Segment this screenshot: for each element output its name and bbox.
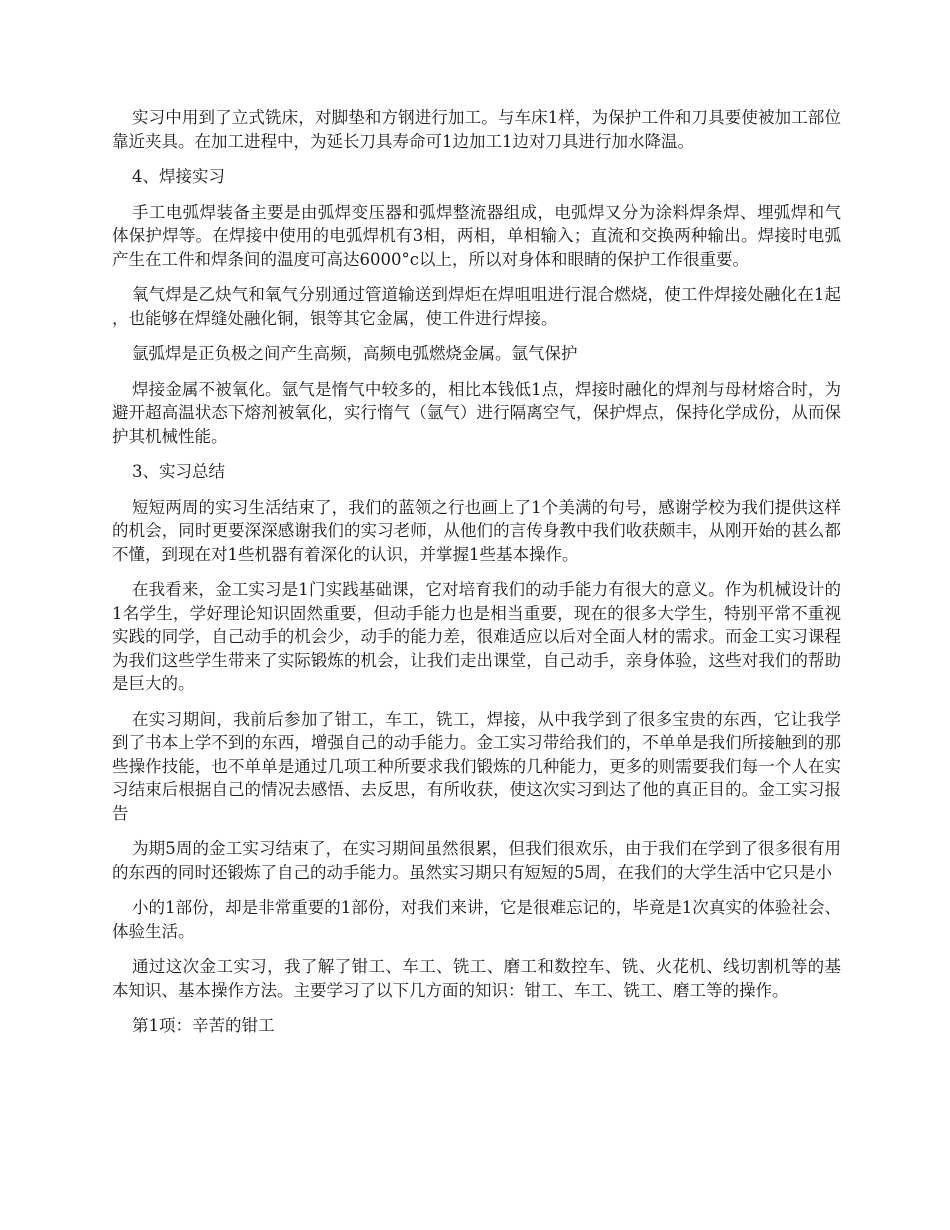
paragraph-small-part: 小的1部份，却是非常重要的1部份，对我们来讲，它是很难忘记的，毕竟是1次真实的体验社会、体验生活。 [112,898,841,941]
paragraph-summary-experience: 在实习期间，我前后参加了钳工，车工，铣工，焊接，从中我学到了很多宝贵的东西，它让我学到了书本上学不到的东西，增强自己的动手能力。金工实习带给我们的，不单单是我们所接触到的那些操作技能，也不单单是通过几项工种所要求我们锻炼的几种能力，更多的则需要我们每一个人在实习结束后根据自己的情况去感悟、去反思，有所收获，使这次实习到达了他的真正目的。金工实习报告 [112,709,841,823]
paragraph-oxy-welding: 氧气焊是乙炔气和氧气分别通过管道输送到焊炬在焊咀咀进行混合燃烧，使工件焊接处融化在1起，也能够在焊缝处融化铜，银等其它金属，使工件进行焊接。 [112,285,841,328]
paragraph-argon-protection: 焊接金属不被氧化。氩气是惰气中较多的，相比本钱低1点，焊接时融化的焊剂与母材熔合时，为避开超高温状态下熔剂被氧化，实行惰气（氩气）进行隔离空气，保护焊点，保持化学成份，从而保护其机械性能。 [112,379,841,446]
paragraph-arc-welding: 手工电弧焊装备主要是由弧焊变压器和弧焊整流器组成，电弧焊又分为涂料焊条焊、埋弧焊和气体保护焊等。在焊接中使用的电弧焊机有3相，两相，单相输入；直流和交换两种输出。焊接时电弧产生在工件和焊条间的温度可高达6000°c以上，所以对身体和眼睛的保护工作很重要。 [112,202,841,269]
paragraph-knowledge: 通过这次金工实习，我了解了钳工、车工、铣工、磨工和数控车、铣、火花机、线切割机等的基本知识、基本操作方法。主要学习了以下几方面的知识：钳工、车工、铣工、磨工等的操作。 [112,957,841,1000]
document-body [112,106,841,1050]
section-heading-summary: 3、实习总结 [132,462,225,481]
paragraph-five-weeks: 为期5周的金工实习结束了，在实习期间虽然很累，但我们很欢乐，由于我们在学到了很多很有用的东西的同时还锻炼了自己的动手能力。虽然实习期只有短短的5周，在我们的大学生活中它只是小 [112,839,841,882]
paragraph-summary-significance: 在我看来，金工实习是1门实践基础课，它对培育我们的动手能力有很大的意义。作为机械设计的1名学生，学好理论知识固然重要，但动手能力也是相当重要，现在的很多大学生，特别平常不重视实践的同学，自己动手的机会少，动手的能力差，很难适应以后对全面人材的需求。而金工实习课程为我们这些学生带来了实际锻炼的机会，让我们走出课堂，自己动手，亲身体验，这些对我们的帮助是巨大的。 [112,580,841,693]
section-heading-welding: 4、焊接实习 [132,167,225,186]
paragraph-argon-welding: 氩弧焊是正负极之间产生高频，高频电弧燃烧金属。氩气保护 [132,344,578,363]
paragraph-milling: 实习中用到了立式铣床，对脚垫和方钢进行加工。与车床1样，为保护工件和刀具要使被加工部位靠近夹具。在加工进程中，为延长刀具寿命可1边加工1边对刀具进行加水降温。 [112,108,841,151]
section-heading-fitter: 第1项：辛苦的钳工 [132,1016,275,1035]
paragraph-summary-intro: 短短两周的实习生活结束了，我们的蓝领之行也画上了1个美满的句号，感谢学校为我们提供这样的机会，同时更要深深感谢我们的实习老师，从他们的言传身教中我们收获颇丰，从刚开始的甚么都不懂，到现在对1些机器有着深化的认识，并掌握1些基本操作。 [112,497,841,564]
